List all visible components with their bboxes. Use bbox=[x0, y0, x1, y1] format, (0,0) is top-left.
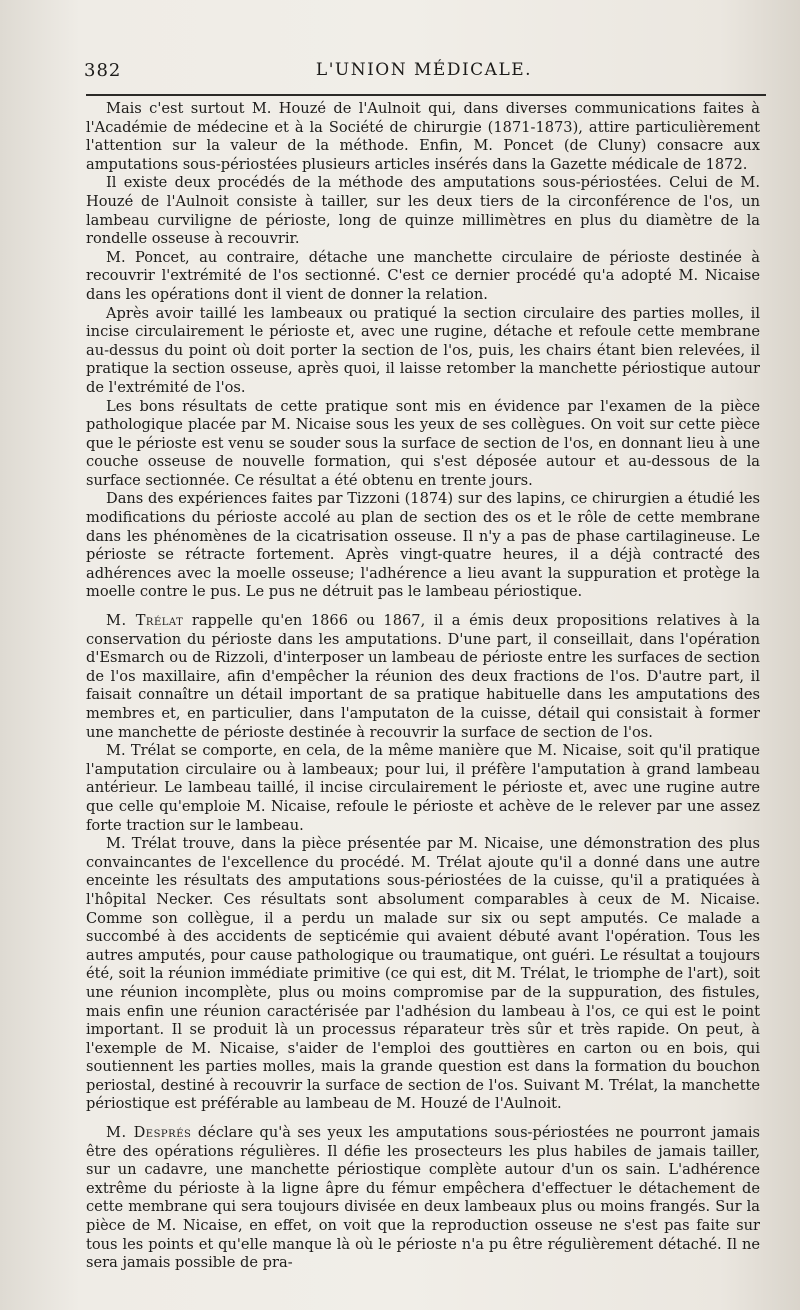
paragraph: Dans des expériences faites par Tizzoni (1874) sur des lapins, ce chirurgien a étudié les modifications du périoste accolé au plan de section des os et le rôle de cette membrane dans les phénomènes de la cicatrisation osseuse. Il n'y a pas de phase cartilagineuse. Le périoste se rétracte fortement. Après vingt-quatre heures, il a déjà contracté des adhérences avec la moelle osseuse; l'adhérence a lieu avant la suppuration et protège la moelle contre le pus. Le pus ne détruit pas le lambeau périostique. bbox=[86, 490, 760, 601]
paragraph: M. Trélat se comporte, en cela, de la même manière que M. Nicaise, soit qu'il pratique l'amputation circulaire ou à lambeaux; pour lui, il préfère l'amputation à grand lambeau antérieur. Le lambeau taillé, il incise circulairement le périoste et, avec une rugine autre que celle qu'emploie M. Nicaise, refoule le périoste et achève de le relever par une assez forte traction sur le lambeau. bbox=[86, 742, 760, 834]
speaker-name: M. Trélat bbox=[106, 612, 184, 630]
page-number: 382 bbox=[84, 60, 122, 81]
paragraph: Les bons résultats de cette pratique sont mis en évidence par l'examen de la pièce pathologique placée par M. Nicaise sous les yeux de ses collègues. On voit sur cette pièce que le périoste est venu se souder sous la surface de section de l'os, en donnant lieu à une couche osseuse de nouvelle formation, qui s'est déposée autour et au-dessous de la surface sectionnée. Ce résultat a été obtenu en trente jours. bbox=[86, 397, 760, 489]
paragraph-text: déclare qu'à ses yeux les amputations sous-périostées ne pourront jamais être des opérations régulières. Il défie les prosecteurs les plus habiles de jamais tailler, sur un cadavre, une manchette périostique complète autour d'un os sain. L'adhérence extrême du périoste à la ligne âpre du fémur empêchera d'effectuer le détachement de cette membrane qui sera toujours divisée en deux lambeaux plus ou moins frangés. Sur la pièce de M. Nicaise, en effet, on voit que la reproduction osseuse ne s'est pas faite sur tous les points et qu'elle manque là où le périoste n'a pu être régulièrement détaché. Il ne sera jamais possible de pra- bbox=[86, 1124, 760, 1272]
speaker-name: M. Després bbox=[106, 1124, 192, 1142]
article-body bbox=[86, 100, 760, 1273]
paragraph-text: rappelle qu'en 1866 ou 1867, il a émis deux propositions relatives à la conservation du périoste dans les amputations. D'une part, il conseillait, dans l'opération d'Esmarch ou de Rizzoli, d'interposer un lambeau de périoste entre les surfaces de section de l'os maxillaire, afin d'empêcher la réunion des deux fractions de l'os. D'autre part, il faisait connaître un détail important de sa pratique habituelle dans les amputations des membres et, en particulier, dans l'amputaton de la cuisse, détail qui consistait à former une manchette de périoste destinée à recouvrir la surface de section de l'os. bbox=[86, 612, 760, 741]
paragraph-trelat bbox=[86, 612, 760, 742]
paragraph: Il existe deux procédés de la méthode des amputations sous-périostées. Celui de M. Houzé de l'Aulnoit consiste à tailler, sur les deux tiers de la circonférence de l'os, un lambeau curviligne de périoste, long de quinze millimètres en plus du diamètre de la rondelle osseuse à recouvrir. bbox=[86, 174, 760, 248]
running-title: L'UNION MÉDICALE. bbox=[315, 60, 533, 80]
paragraph: M. Trélat trouve, dans la pièce présentée par M. Nicaise, une démonstration des plus convaincantes de l'excellence du procédé. M. Trélat ajoute qu'il a donné dans une autre enceinte les résultats des amputations sous-périostées de la cuisse, qu'il a pratiquées à l'hôpital Necker. Ces résultats sont absolument comparables à ceux de M. Nicaise. Comme son collègue, il a perdu un malade sur six ou sept amputés. Ce malade a succombé à des accidents de septicémie qui avaient débuté avant l'opération. Tous les autres amputés, pour cause pathologique ou traumatique, ont guéri. Le résultat a toujours été, soit la réunion immédiate primitive (ce qui est, dit M. Trélat, le triomphe de l'art), soit une réunion incomplète, plus ou moins compromise par de la suppuration, des fistules, mais enfin une réunion caractérisée par l'adhésion du lambeau à l'os, ce qui est le point important. Il se produit là un processus réparateur très sûr et très rapide. On peut, à l'exemple de M. Nicaise, s'aider de l'emploi des gouttières en carton ou en bois, qui soutiennent les parties molles, mais la grande question est dans la formation du bouchon periostal, destiné à recouvrir la surface de section de l'os. Suivant M. Trélat, la manchette périostique est préférable au lambeau de M. Houzé de l'Aulnoit. bbox=[86, 835, 760, 1113]
page-header bbox=[84, 60, 764, 84]
header-rule bbox=[86, 94, 766, 96]
paragraph: Après avoir taillé les lambeaux ou pratiqué la section circulaire des parties molles, il incise circulairement le périoste et, avec une rugine, détache et refoule cette membrane au-dessus du point où doit porter la section de l'os, puis, les chairs étant bien relevées, il pratique la section osseuse, après quoi, il laisse retomber la manchette périostique autour de l'extrémité de l'os. bbox=[86, 304, 760, 396]
paragraph: M. Poncet, au contraire, détache une manchette circulaire de périoste destinée à recouvrir l'extrémité de l'os sectionné. C'est ce dernier procédé qu'a adopté M. Nicaise dans les opérations dont il vient de donner la relation. bbox=[86, 248, 760, 303]
paragraph-despres bbox=[86, 1124, 760, 1273]
paragraph: Mais c'est surtout M. Houzé de l'Aulnoit qui, dans diverses communications faites à l'Académie de médecine et à la Société de chirurgie (1871-1873), attire particulièrement l'attention sur la valeur de la méthode. Enfin, M. Poncet (de Cluny) consacre aux amputations sous-périostées plusieurs articles insérés dans la Gazette médicale de 1872. bbox=[86, 100, 760, 173]
